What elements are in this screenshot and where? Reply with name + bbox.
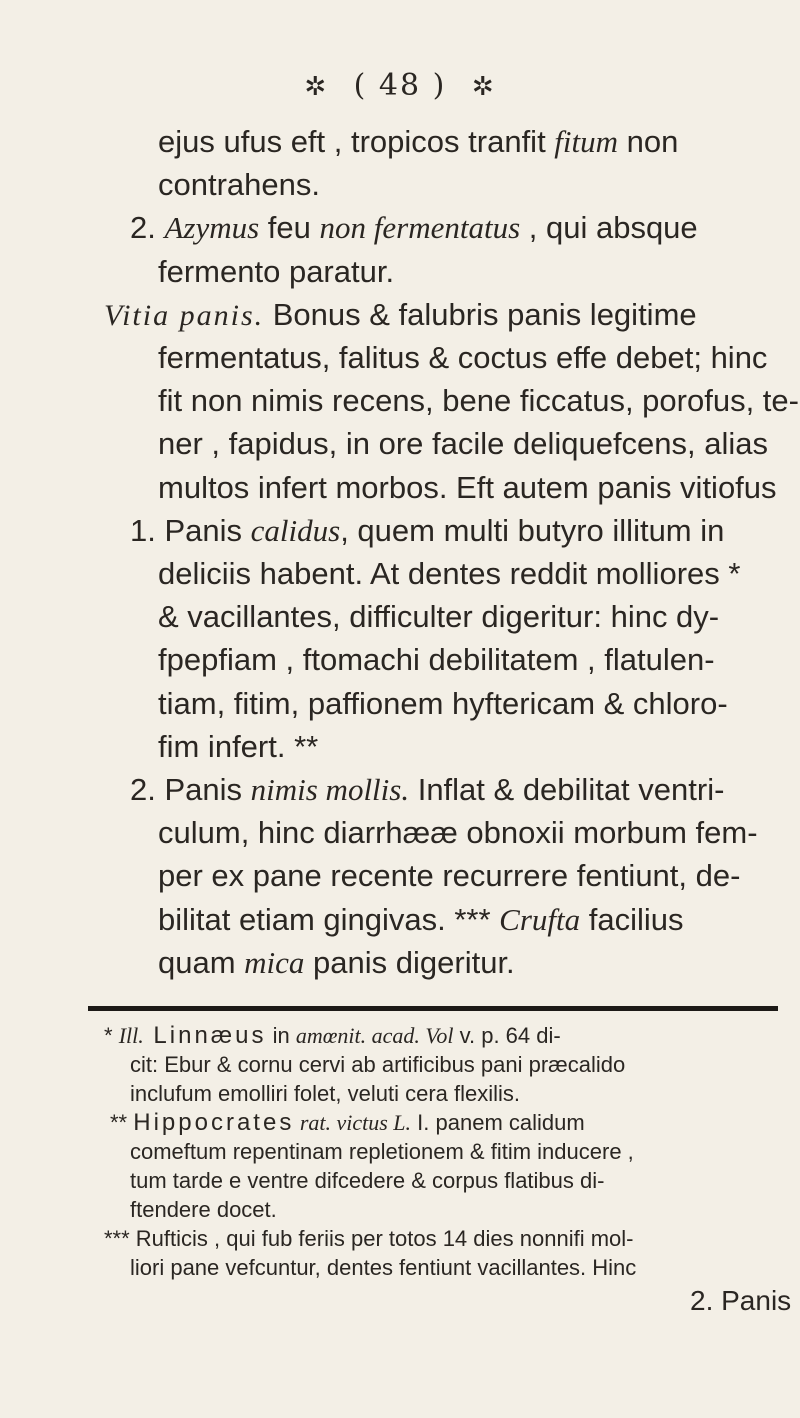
text-span: fim infert. **: [158, 728, 319, 764]
author-name: Hippocrates: [133, 1109, 295, 1136]
text-span: non: [618, 124, 679, 159]
footnote-line: [130, 1138, 634, 1166]
text-span: culum, hinc diarrhææ obnoxii morbum fem-: [158, 815, 758, 851]
text-span: ejus ufus eft , tropicos tranfit: [158, 124, 555, 159]
text-span: facilius: [580, 901, 684, 937]
footnote-line: [130, 1196, 277, 1224]
text-line: [158, 640, 715, 680]
italic-span: Ill.: [118, 1023, 144, 1048]
text-line: [158, 900, 684, 940]
text-span: , qui absque: [520, 210, 698, 246]
text-span: ftendere docet.: [130, 1197, 277, 1222]
text-span: v. p. 64 di-: [453, 1023, 561, 1048]
text-line: [158, 727, 318, 767]
italic-span: mica: [244, 944, 305, 980]
footnote-line: [130, 1167, 604, 1195]
text-span: panis digeritur.: [304, 944, 515, 980]
text-span: quam: [158, 944, 245, 980]
text-span: in: [266, 1023, 296, 1048]
footnote-line: [110, 1109, 585, 1137]
text-span: per ex pane recente recurrere fentiunt, de-: [158, 858, 741, 894]
text-span: , quem multi butyro illitum in: [340, 512, 725, 548]
italic-span: fitum: [554, 124, 619, 159]
footnote-marker: **: [110, 1110, 134, 1135]
text-span: comeftum repentinam repletionem & fitim inducere ,: [130, 1139, 634, 1164]
page-header: [0, 68, 800, 103]
text-span: fpepfiam , ftomachi debilitatem , flatulen-: [158, 642, 715, 678]
text-span: *** Rufticis , qui fub feriis per totos 14 dies nonnifi mol-: [104, 1226, 634, 1251]
page-number: ( 48 ): [353, 68, 447, 103]
text-span: tiam, fitim, paffionem hyftericam & chloro-: [158, 685, 728, 721]
text-span: bilitat etiam gingivas. ***: [158, 901, 500, 937]
italic-span: nimis mollis.: [250, 772, 410, 807]
italic-span: Crufta: [499, 901, 581, 937]
text-span: contrahens.: [158, 167, 320, 203]
italic-span: Azymus: [164, 210, 260, 246]
italic-span: calidus: [250, 512, 341, 548]
text-line: [158, 252, 394, 292]
text-span: multos infert morbos. Eft autem panis vitiofus: [158, 469, 777, 505]
text-line: [158, 338, 767, 378]
text-span: 1. Panis: [130, 512, 251, 548]
text-line: [158, 813, 758, 853]
text-span: tum tarde e ventre difcedere & corpus flatibus di-: [130, 1168, 605, 1193]
text-span: 2. Panis: [130, 772, 251, 807]
footnote-line: [104, 1225, 633, 1253]
text-span: liori pane vefcuntur, dentes fentiunt vacillantes. Hinc: [130, 1255, 637, 1280]
text-span: ner , fapidus, in ore facile deliquefcens, alias: [158, 426, 769, 462]
text-span: deliciis habent. At dentes reddit molliores *: [158, 556, 741, 591]
text-span: fit non nimis recens, bene ficcatus, porofus, te-: [158, 383, 799, 419]
italic-span: rat. victus L.: [294, 1110, 412, 1135]
text-line: [130, 511, 724, 551]
item-number: 2.: [130, 210, 165, 246]
italic-span: non fermentatus: [319, 210, 521, 246]
catchword: 2. Panis: [690, 1285, 792, 1316]
text-line: [158, 856, 740, 896]
text-line: [130, 208, 698, 248]
text-line: [158, 597, 719, 637]
text-span: Inflat & debilitat ventri-: [409, 772, 725, 807]
italic-span: amœnit. acad. Vol: [295, 1023, 454, 1048]
author-name: Linnæus: [143, 1022, 267, 1049]
ornament-left-icon: ✲: [304, 72, 329, 102]
footnote-line: [130, 1254, 636, 1282]
text-line: [158, 165, 320, 205]
footnote-marker: *: [104, 1023, 119, 1048]
text-line: [158, 943, 515, 983]
footnote-line: [130, 1080, 520, 1108]
text-span: inclufum emolliri folet, veluti cera flexilis.: [130, 1081, 521, 1106]
footnote-rule: [88, 1006, 778, 1011]
text-line: [130, 770, 724, 810]
text-line: [158, 122, 678, 162]
text-line: [158, 684, 728, 724]
text-line: [158, 424, 768, 464]
text-span: cit: Ebur & cornu cervi ab artificibus pani præcalido: [130, 1052, 626, 1077]
text-line: [158, 554, 740, 594]
text-span: fermento paratur.: [158, 253, 395, 289]
text-span: Bonus & falubris panis legitime: [264, 296, 697, 332]
text-span: & vacillantes, difficulter digeritur: hinc dy-: [158, 599, 720, 635]
text-line: [158, 468, 777, 508]
ornament-right-icon: ✲: [471, 72, 496, 102]
text-span: I. panem calidum: [411, 1110, 585, 1135]
text-line: [104, 295, 697, 336]
text-span: fermentatus, falitus & coctus effe debet; hinc: [158, 340, 768, 375]
text-span: feu: [259, 210, 320, 246]
text-line: [158, 381, 799, 421]
section-heading: Vitia panis.: [104, 298, 265, 332]
footnote-line: [104, 1022, 561, 1050]
footnote-line: [130, 1051, 625, 1079]
